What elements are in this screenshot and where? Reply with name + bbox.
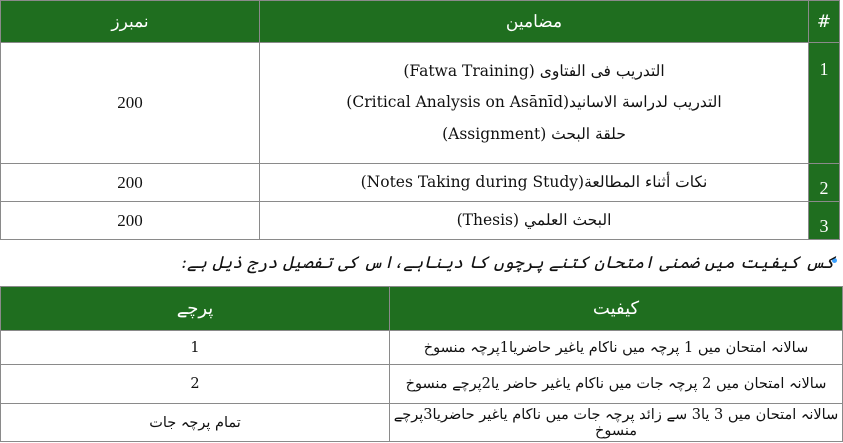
marks-cell: 200 — [1, 164, 260, 202]
index-header: # — [809, 1, 840, 43]
caption-text: کس کیفیت میں ضمنی امتحان کتنے پرچوں کا دیناہے،اس کی تفصیل درج ذیل ہے: — [181, 253, 835, 273]
papers-header: پرچے — [1, 287, 390, 331]
table-row — [1, 202, 840, 240]
papers-cell: 2 — [1, 365, 390, 404]
supplementary-table — [0, 286, 843, 442]
subjects-cell — [260, 43, 809, 164]
condition-header: کیفیت — [390, 287, 843, 331]
subject-line: التدریب لدراسة الاسانید(Critical Analysis on Asānīd) — [346, 93, 722, 112]
subjects-header: مضامین — [260, 1, 809, 43]
condition-cell: سالانہ امتحان میں 1 پرچہ میں ناکام یاغیر حاضریا1پرچہ منسوخ — [390, 331, 843, 365]
subjects-table-header — [1, 1, 840, 43]
papers-cell: 1 — [1, 331, 390, 365]
table-row — [1, 164, 840, 202]
subject-line: البحث العلمي (Thesis) — [456, 210, 612, 229]
subject-line: حلقة البحث (Assignment) — [442, 124, 626, 143]
subject-line: نکات أثناء المطالعة(Notes Taking during Study) — [360, 172, 708, 191]
table-row — [1, 404, 843, 442]
supplementary-table-header — [1, 287, 843, 331]
condition-cell: سالانہ امتحان میں 2 پرچہ جات میں ناکام یاغیر حاضر یا2پرچے منسوخ — [390, 365, 843, 404]
table-row — [1, 43, 840, 164]
marks-cell: 200 — [1, 43, 260, 164]
index-cell: 1 — [809, 43, 840, 164]
marks-header: نمبرز — [1, 1, 260, 43]
subjects-cell — [260, 164, 809, 202]
table-row — [1, 331, 843, 365]
condition-cell: سالانہ امتحان میں 3 یا3 سے زائد پرچہ جات میں ناکام یاغیر حاضریا3پرچے منسوخ — [390, 404, 843, 442]
papers-cell: تمام پرچہ جات — [1, 404, 390, 442]
subject-line: التدریب فی الفتاوی (Fatwa Training) — [403, 61, 665, 80]
subjects-cell — [260, 202, 809, 240]
table-row — [1, 365, 843, 404]
index-cell: 3 — [809, 202, 840, 240]
index-cell: 2 — [809, 164, 840, 202]
marks-cell: 200 — [1, 202, 260, 240]
